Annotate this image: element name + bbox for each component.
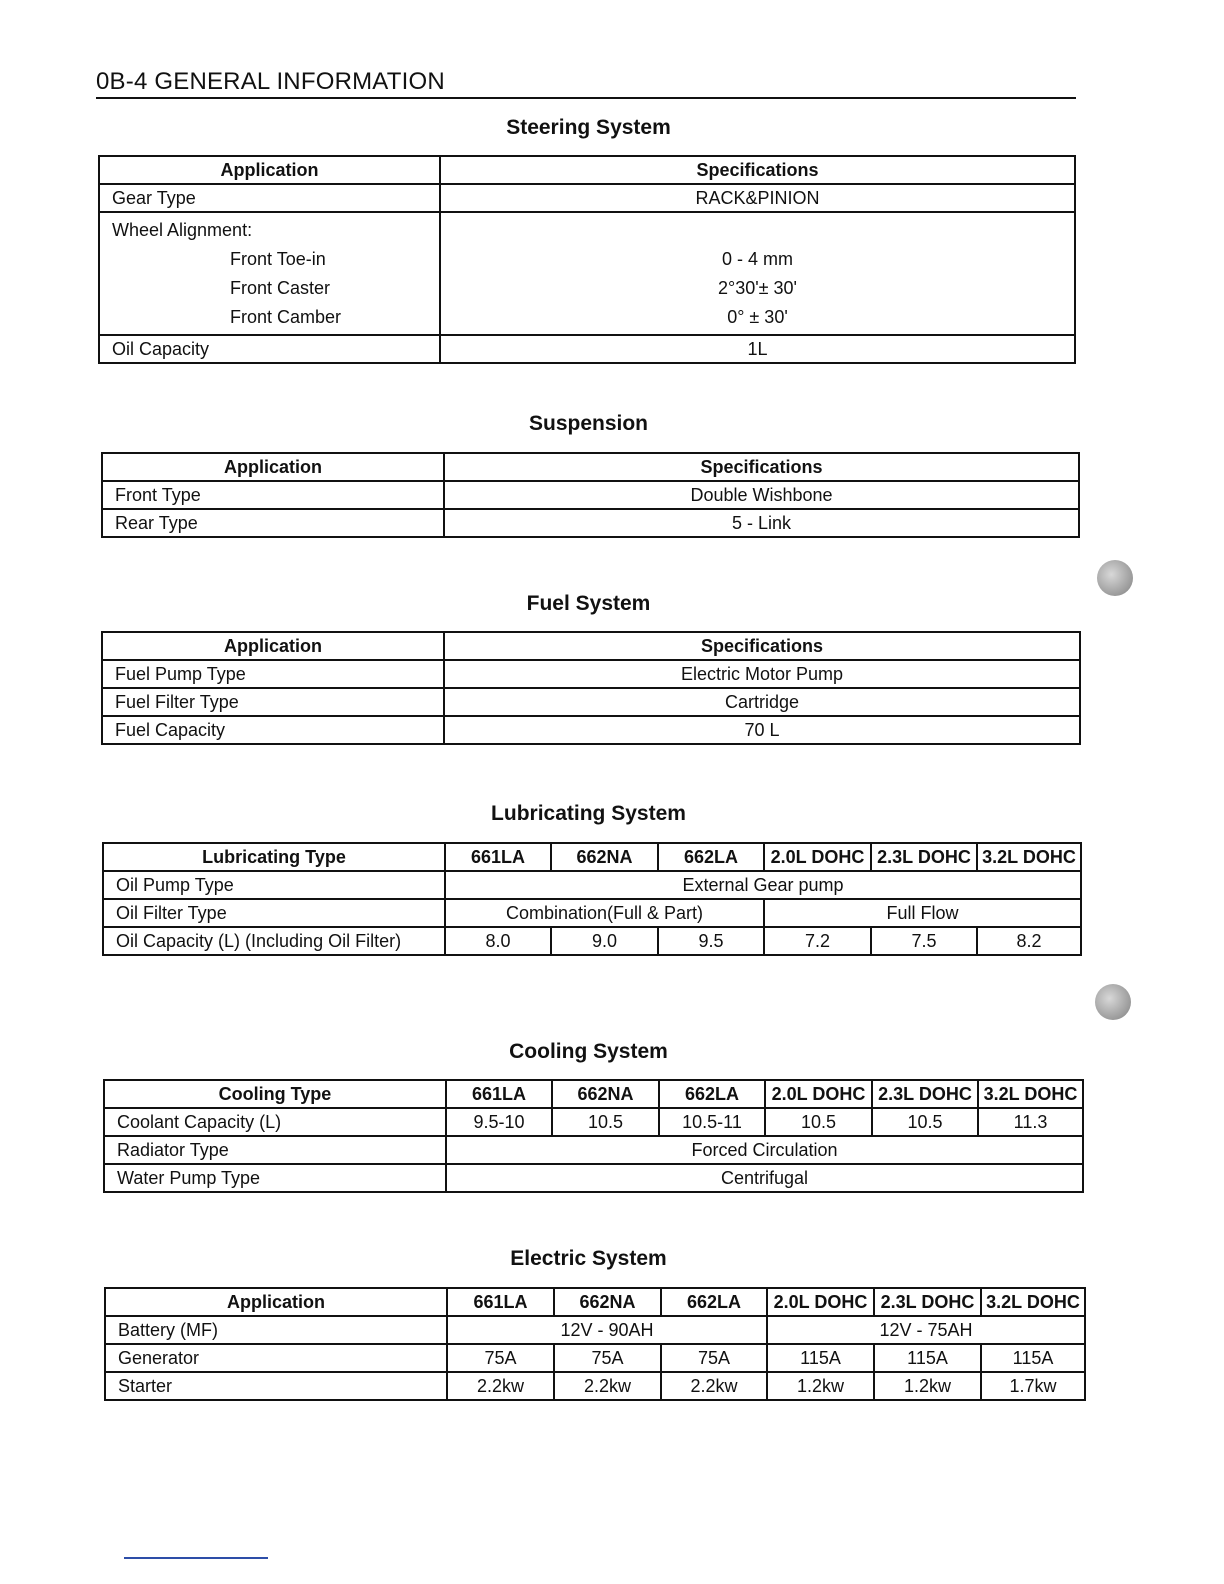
oil-capacity-label: Oil Capacity [99,335,440,363]
generator-3-2l: 115A [981,1344,1085,1372]
toe-in-value: 0 - 4 mm [721,249,793,269]
col-662la: 662LA [661,1288,767,1316]
col-2-3l-dohc: 2.3L DOHC [871,843,977,871]
col-2-3l-dohc: 2.3L DOHC [874,1288,981,1316]
table-header-row [99,156,1075,184]
col-2-0l-dohc: 2.0L DOHC [765,1080,872,1108]
table-header-row [105,1288,1085,1316]
table-row [99,335,1075,363]
oil-capacity-662na: 9.0 [551,927,658,955]
electric-title: Electric System [510,1247,667,1270]
oil-capacity-3-2l: 8.2 [977,927,1081,955]
col-661la: 661LA [445,843,551,871]
generator-662na: 75A [554,1344,661,1372]
starter-662la: 2.2kw [661,1372,767,1400]
table-row [104,1136,1083,1164]
col-661la: 661LA [447,1288,554,1316]
table-row [104,1108,1083,1136]
coolant-3-2l: 11.3 [978,1108,1083,1136]
col-2-0l-dohc: 2.0L DOHC [764,843,871,871]
table-row [102,509,1079,537]
table-row [103,927,1081,955]
footer-divider [124,1557,268,1559]
cooling-title: Cooling System [509,1040,668,1063]
coolant-662na: 10.5 [552,1108,659,1136]
col-specifications: Specifications [444,632,1080,660]
punch-hole-icon [1097,560,1133,596]
starter-662na: 2.2kw [554,1372,661,1400]
col-3-2l-dohc: 3.2L DOHC [977,843,1081,871]
col-662na: 662NA [551,843,658,871]
rear-type-value: 5 - Link [444,509,1079,537]
col-application: Application [105,1288,447,1316]
col-3-2l-dohc: 3.2L DOHC [981,1288,1085,1316]
wheel-alignment-cell [99,212,440,335]
coolant-661la: 9.5-10 [446,1108,552,1136]
steering-table [98,155,1076,364]
table-row [103,871,1081,899]
generator-662la: 75A [661,1344,767,1372]
oil-capacity-value: 1L [440,335,1075,363]
battery-value-a: 12V - 90AH [447,1316,767,1344]
coolant-capacity-label: Coolant Capacity (L) [104,1108,446,1136]
col-cooling-type: Cooling Type [104,1080,446,1108]
front-type-value: Double Wishbone [444,481,1079,509]
punch-hole-icon [1095,984,1131,1020]
rear-type-label: Rear Type [102,509,444,537]
oil-pump-value: External Gear pump [445,871,1081,899]
col-661la: 661LA [446,1080,552,1108]
gear-type-label: Gear Type [99,184,440,212]
coolant-2-3l: 10.5 [872,1108,978,1136]
oil-filter-value-b: Full Flow [764,899,1081,927]
starter-label: Starter [105,1372,447,1400]
col-application: Application [102,632,444,660]
fuel-pump-value: Electric Motor Pump [444,660,1080,688]
battery-value-b: 12V - 75AH [767,1316,1085,1344]
col-specifications: Specifications [440,156,1075,184]
camber-value: 0° ± 30' [727,307,788,327]
fuel-capacity-value: 70 L [444,716,1080,744]
fuel-capacity-label: Fuel Capacity [102,716,444,744]
fuel-filter-label: Fuel Filter Type [102,688,444,716]
oil-capacity-2-3l: 7.5 [871,927,977,955]
electric-table [104,1287,1086,1401]
table-header-row [102,632,1080,660]
lubricating-title: Lubricating System [491,802,686,825]
cooling-table [103,1079,1084,1193]
gear-type-value: RACK&PINION [440,184,1075,212]
wheel-alignment-values [440,212,1075,335]
table-row [105,1316,1085,1344]
page-title: 0B-4 GENERAL INFORMATION [96,68,445,95]
radiator-type-label: Radiator Type [104,1136,446,1164]
col-specifications: Specifications [444,453,1079,481]
radiator-type-value: Forced Circulation [446,1136,1083,1164]
starter-3-2l: 1.7kw [981,1372,1085,1400]
water-pump-label: Water Pump Type [104,1164,446,1192]
fuel-title: Fuel System [526,592,651,615]
table-row [102,688,1080,716]
oil-pump-label: Oil Pump Type [103,871,445,899]
lubricating-table [102,842,1082,956]
col-662la: 662LA [659,1080,765,1108]
col-2-3l-dohc: 2.3L DOHC [872,1080,978,1108]
col-3-2l-dohc: 3.2L DOHC [978,1080,1083,1108]
table-row [102,481,1079,509]
coolant-2-0l: 10.5 [765,1108,872,1136]
table-header-row [103,843,1081,871]
col-662na: 662NA [554,1288,661,1316]
front-type-label: Front Type [102,481,444,509]
table-row [105,1372,1085,1400]
col-application: Application [102,453,444,481]
suspension-table [101,452,1080,538]
generator-661la: 75A [447,1344,554,1372]
table-row [104,1164,1083,1192]
col-662la: 662LA [658,843,764,871]
caster-label: Front Caster [230,278,331,298]
col-662na: 662NA [552,1080,659,1108]
oil-capacity-661la: 8.0 [445,927,551,955]
battery-label: Battery (MF) [105,1316,447,1344]
table-row [99,212,1075,335]
starter-661la: 2.2kw [447,1372,554,1400]
starter-2-0l: 1.2kw [767,1372,874,1400]
table-header-row [104,1080,1083,1108]
col-lubricating-type: Lubricating Type [103,843,445,871]
oil-capacity-662la: 9.5 [658,927,764,955]
col-application: Application [99,156,440,184]
fuel-table [101,631,1081,745]
oil-filter-value-a: Combination(Full & Part) [445,899,764,927]
oil-capacity-2-0l: 7.2 [764,927,871,955]
table-row [99,184,1075,212]
table-header-row [102,453,1079,481]
camber-label: Front Camber [230,307,342,327]
toe-in-label: Front Toe-in [230,249,326,269]
wheel-alignment-label: Wheel Alignment: [112,220,253,240]
generator-2-3l: 115A [874,1344,981,1372]
table-row [105,1344,1085,1372]
page-header [96,68,1076,99]
coolant-662la: 10.5-11 [659,1108,765,1136]
fuel-pump-label: Fuel Pump Type [102,660,444,688]
water-pump-value: Centrifugal [446,1164,1083,1192]
col-2-0l-dohc: 2.0L DOHC [767,1288,874,1316]
oil-capacity-label: Oil Capacity (L) (Including Oil Filter) [103,927,445,955]
fuel-filter-value: Cartridge [444,688,1080,716]
table-row [102,660,1080,688]
suspension-title: Suspension [528,412,649,435]
steering-title: Steering System [506,116,671,139]
table-row [102,716,1080,744]
table-row [103,899,1081,927]
generator-label: Generator [105,1344,447,1372]
oil-filter-label: Oil Filter Type [103,899,445,927]
generator-2-0l: 115A [767,1344,874,1372]
caster-value: 2°30'± 30' [717,278,797,298]
starter-2-3l: 1.2kw [874,1372,981,1400]
